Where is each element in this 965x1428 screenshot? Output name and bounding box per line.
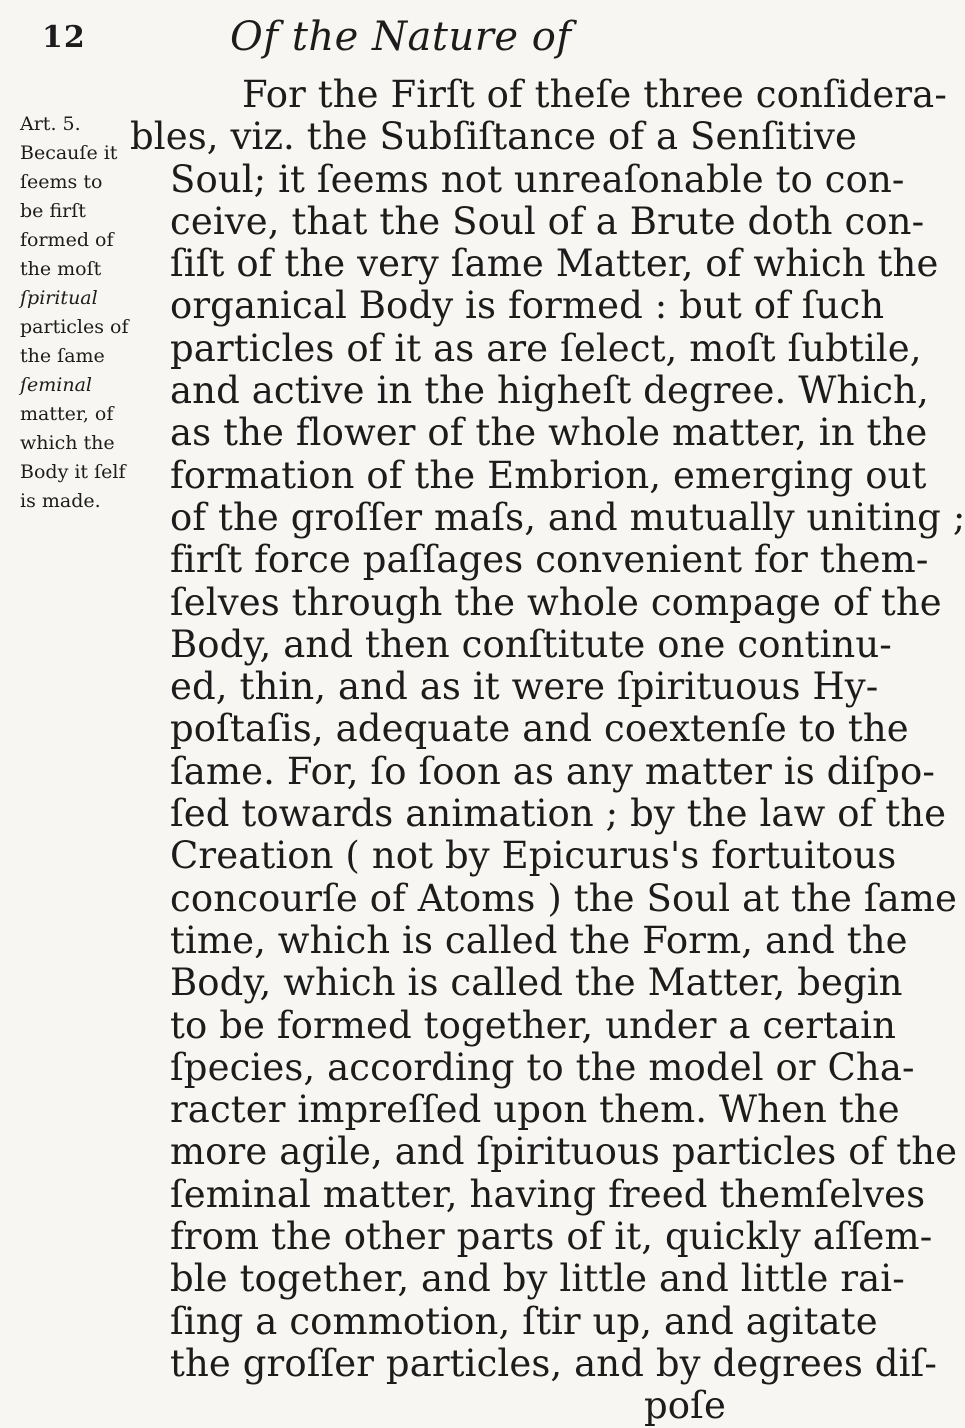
text-line: more agile, and ſpirituous particles of the bbox=[170, 1130, 958, 1174]
margin-note-line: Art. 5. bbox=[20, 113, 81, 135]
text-line: Body, and then conſtitute one continu- bbox=[170, 622, 892, 666]
text-line: time, which is called the Form, and the bbox=[170, 918, 908, 962]
margin-note-line: formed of bbox=[20, 229, 114, 251]
running-title: Of the Nature of bbox=[230, 14, 572, 60]
text-line: of the groſſer maſs, and mutually uniting ; bbox=[170, 495, 965, 539]
text-line: ble together, and by little and little rai- bbox=[170, 1257, 905, 1301]
text-line: racter impreſſed upon them. When the bbox=[170, 1088, 900, 1132]
text-line: organical Body is formed : but of ſuch bbox=[170, 284, 885, 328]
margin-note-line: the moſt bbox=[20, 258, 102, 280]
text-line: Body, which is called the Matter, begin bbox=[170, 961, 903, 1005]
marginal-note bbox=[20, 110, 129, 516]
text-line: firſt force paſſages convenient for them- bbox=[170, 538, 929, 582]
text-line: to be formed together, under a certain bbox=[170, 1003, 897, 1047]
text-line: bles, viz. the Subſiſtance of a Senſitive bbox=[130, 115, 858, 159]
margin-note-line: Becauſe it bbox=[20, 142, 118, 164]
text-line: ſpecies, according to the model or Cha- bbox=[170, 1045, 915, 1089]
margin-note-line: ſeems to bbox=[20, 171, 103, 193]
margin-note-line: be firſt bbox=[20, 200, 86, 222]
text-line: ſeminal matter, having freed themſelves bbox=[170, 1172, 926, 1216]
text-line: concourſe of Atoms ) the Soul at the ſame bbox=[170, 876, 957, 920]
margin-note-line: ſpiritual bbox=[20, 287, 98, 309]
text-line: ceive, that the Soul of a Brute doth con- bbox=[170, 199, 925, 243]
margin-note-line: the ſame bbox=[20, 345, 105, 367]
text-line: ed, thin, and as it were ſpirituous Hy- bbox=[170, 665, 879, 709]
text-line: ſelves through the whole compage of the bbox=[170, 580, 942, 624]
text-line: the groſſer particles, and by degrees diſ- bbox=[170, 1341, 937, 1385]
catchword: poſe bbox=[644, 1384, 726, 1428]
text-line: particles of it as are ſelect, moſt ſubtile, bbox=[170, 326, 922, 370]
text-line: from the other parts of it, quickly aſſem- bbox=[170, 1215, 933, 1259]
page-number: 12 bbox=[42, 20, 86, 55]
margin-note-line: Body it ſelf bbox=[20, 461, 126, 483]
text-line: ſed towards animation ; by the law of the bbox=[170, 792, 947, 836]
margin-note-line: is made. bbox=[20, 490, 101, 512]
text-line: poſtaſis, adequate and coextenſe to the bbox=[170, 707, 909, 751]
text-line: Creation ( not by Epicurus's fortuitous bbox=[170, 834, 897, 878]
text-line: as the flower of the whole matter, in the bbox=[170, 411, 928, 455]
text-line: and active in the higheſt degree. Which, bbox=[170, 369, 929, 413]
text-line: ſiſt of the very ſame Matter, of which the bbox=[170, 242, 939, 286]
margin-note-line: which the bbox=[20, 432, 115, 454]
body-paragraph bbox=[130, 73, 965, 1428]
text-line: For the Firſt of theſe three conſidera- bbox=[242, 73, 947, 116]
text-line: ſame. For, ſo ſoon as any matter is diſpo- bbox=[170, 749, 935, 793]
margin-note-line: matter, of bbox=[20, 403, 114, 425]
margin-note-line: ſeminal bbox=[20, 374, 93, 396]
text-line: ſing a commotion, ſtir up, and agitate bbox=[170, 1299, 878, 1343]
margin-note-line: particles of bbox=[20, 316, 129, 338]
text-line: Soul; it ſeems not unreaſonable to con- bbox=[170, 157, 905, 201]
text-line: formation of the Embrion, emerging out bbox=[170, 453, 927, 497]
